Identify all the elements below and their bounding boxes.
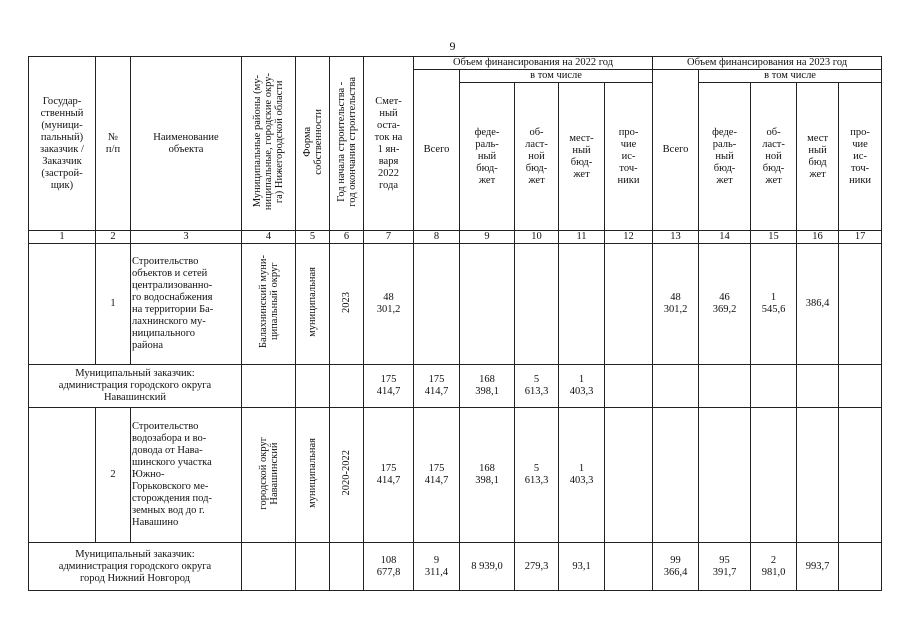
- object-name: Строительство водозабора и во- довода от Нава- шинского участка Южно- Горьковского ме- сторождения под- земных вод до г. Навашино: [131, 408, 242, 543]
- federal-2023-value: 46 369,2: [699, 244, 751, 365]
- municipal-cell: [242, 408, 296, 543]
- object-name: Строительство объектов и сетей централизованно- го водоснабжения на территории Ба- лахнинского му- ниципального района: [131, 244, 242, 365]
- header-local-2023: мест ный бюд жет: [797, 83, 839, 231]
- column-number: 7: [364, 231, 414, 244]
- total-2023-value: [653, 408, 699, 543]
- ownership-text: муниципальная: [307, 267, 318, 337]
- regional-2022-value: 279,3: [515, 543, 559, 591]
- column-number: 4: [242, 231, 296, 244]
- other-2023-value: [839, 365, 882, 408]
- header-years: [330, 57, 364, 231]
- header-other-2023: про- чие ис- точ- ники: [839, 83, 882, 231]
- header-customer: Государ- ственный (муници- пальный) заказчик / Заказчик (застрой- щик): [29, 57, 96, 231]
- customer-row: [29, 543, 882, 591]
- header-other-2022: про- чие ис- точ- ники: [605, 83, 653, 231]
- total-2022-value: [414, 244, 460, 365]
- regional-2023-value: [751, 365, 797, 408]
- other-2023-value: [839, 408, 882, 543]
- other-2022-value: [605, 244, 653, 365]
- local-2023-value: 386,4: [797, 244, 839, 365]
- header-total-2022: Всего: [414, 70, 460, 231]
- header-local-2022: мест- ный бюд- жет: [559, 83, 605, 231]
- header-fin-2023: Объем финансирования на 2023 год: [653, 57, 882, 70]
- header-ownership-text: Форма собственности: [301, 108, 324, 175]
- header-ownership: [296, 57, 330, 231]
- remaining-value: 175 414,7: [364, 408, 414, 543]
- local-2022-value: 1 403,3: [559, 365, 605, 408]
- column-number: 17: [839, 231, 882, 244]
- remaining-value: 108 677,8: [364, 543, 414, 591]
- total-2023-value: [653, 365, 699, 408]
- financing-table: [28, 56, 882, 591]
- column-number: 1: [29, 231, 96, 244]
- column-number: 2: [96, 231, 131, 244]
- regional-2023-value: [751, 408, 797, 543]
- ownership-cell: [296, 408, 330, 543]
- empty-cell: [242, 543, 296, 591]
- header-fin-2022: Объем финансирования на 2022 год: [414, 57, 653, 70]
- regional-2022-value: 5 613,3: [515, 365, 559, 408]
- column-number: 10: [515, 231, 559, 244]
- total-2022-value: 175 414,7: [414, 365, 460, 408]
- federal-2022-value: [460, 244, 515, 365]
- header-object-name: Наименование объекта: [131, 57, 242, 231]
- federal-2022-value: 168 398,1: [460, 408, 515, 543]
- page-number: 9: [449, 39, 456, 53]
- federal-2023-value: [699, 365, 751, 408]
- header-regional-2022: об- ласт- ной бюд- жет: [515, 83, 559, 231]
- total-2023-value: 48 301,2: [653, 244, 699, 365]
- local-2022-value: 93,1: [559, 543, 605, 591]
- customer-row: [29, 365, 882, 408]
- other-2023-value: [839, 543, 882, 591]
- header-federal-2023: феде- раль- ный бюд- жет: [699, 83, 751, 231]
- local-2022-value: 1 403,3: [559, 408, 605, 543]
- total-2023-value: 99 366,4: [653, 543, 699, 591]
- local-2023-value: [797, 365, 839, 408]
- customer-cell: [29, 408, 96, 543]
- empty-cell: [330, 365, 364, 408]
- remaining-value: 175 414,7: [364, 365, 414, 408]
- empty-cell: [296, 543, 330, 591]
- header-years-text: Год начала строительства - год окончания строительства: [335, 76, 358, 207]
- customer-cell: [29, 244, 96, 365]
- other-2022-value: [605, 408, 653, 543]
- customer-label: Муниципальный заказчик: администрация городского округа город Нижний Новгород: [29, 543, 242, 591]
- other-2022-value: [605, 543, 653, 591]
- empty-cell: [242, 365, 296, 408]
- column-number: 14: [699, 231, 751, 244]
- federal-2023-value: 95 391,7: [699, 543, 751, 591]
- header-regional-2023: об- ласт- ной бюд- жет: [751, 83, 797, 231]
- column-number-row: [29, 231, 882, 244]
- row-number: 1: [96, 244, 131, 365]
- other-2023-value: [839, 244, 882, 365]
- empty-cell: [330, 543, 364, 591]
- header-including-2022: в том числе: [460, 70, 653, 83]
- years-cell: [330, 408, 364, 543]
- column-number: 8: [414, 231, 460, 244]
- header-federal-2022: феде- раль- ный бюд- жет: [460, 83, 515, 231]
- total-2022-value: 175 414,7: [414, 408, 460, 543]
- column-number: 11: [559, 231, 605, 244]
- years-text: 2020-2022: [341, 450, 352, 496]
- column-number: 5: [296, 231, 330, 244]
- municipal-cell: [242, 244, 296, 365]
- municipal-text: Балахнинский муни- ципальный округ: [257, 255, 280, 349]
- customer-label: Муниципальный заказчик: администрация городского округа Навашинский: [29, 365, 242, 408]
- header-remaining: Смет- ный оста- ток на 1 ян- варя 2022 года: [364, 57, 414, 231]
- local-2023-value: 993,7: [797, 543, 839, 591]
- column-number: 13: [653, 231, 699, 244]
- local-2022-value: [559, 244, 605, 365]
- ownership-cell: [296, 244, 330, 365]
- header-municipal-text: Муниципальные районы (му- ниципальные, городские окру- га) Нижегородской области: [252, 72, 285, 211]
- remaining-value: 48 301,2: [364, 244, 414, 365]
- municipal-text: городской округ Навашинский: [257, 436, 280, 510]
- header-total-2023: Всего: [653, 70, 699, 231]
- column-number: 6: [330, 231, 364, 244]
- header-including-2023: в том числе: [699, 70, 882, 83]
- column-number: 16: [797, 231, 839, 244]
- regional-2023-value: 2 981,0: [751, 543, 797, 591]
- column-number: 9: [460, 231, 515, 244]
- regional-2022-value: 5 613,3: [515, 408, 559, 543]
- years-text: 2023: [341, 291, 352, 313]
- header-municipal: [242, 57, 296, 231]
- federal-2022-value: 8 939,0: [460, 543, 515, 591]
- table-row: [29, 244, 882, 365]
- regional-2023-value: 1 545,6: [751, 244, 797, 365]
- other-2022-value: [605, 365, 653, 408]
- empty-cell: [296, 365, 330, 408]
- years-cell: [330, 244, 364, 365]
- federal-2023-value: [699, 408, 751, 543]
- table-row: [29, 408, 882, 543]
- column-number: 12: [605, 231, 653, 244]
- header-num: № п/п: [96, 57, 131, 231]
- federal-2022-value: 168 398,1: [460, 365, 515, 408]
- total-2022-value: 9 311,4: [414, 543, 460, 591]
- local-2023-value: [797, 408, 839, 543]
- column-number: 15: [751, 231, 797, 244]
- ownership-text: муниципальная: [307, 438, 318, 508]
- column-number: 3: [131, 231, 242, 244]
- regional-2022-value: [515, 244, 559, 365]
- row-number: 2: [96, 408, 131, 543]
